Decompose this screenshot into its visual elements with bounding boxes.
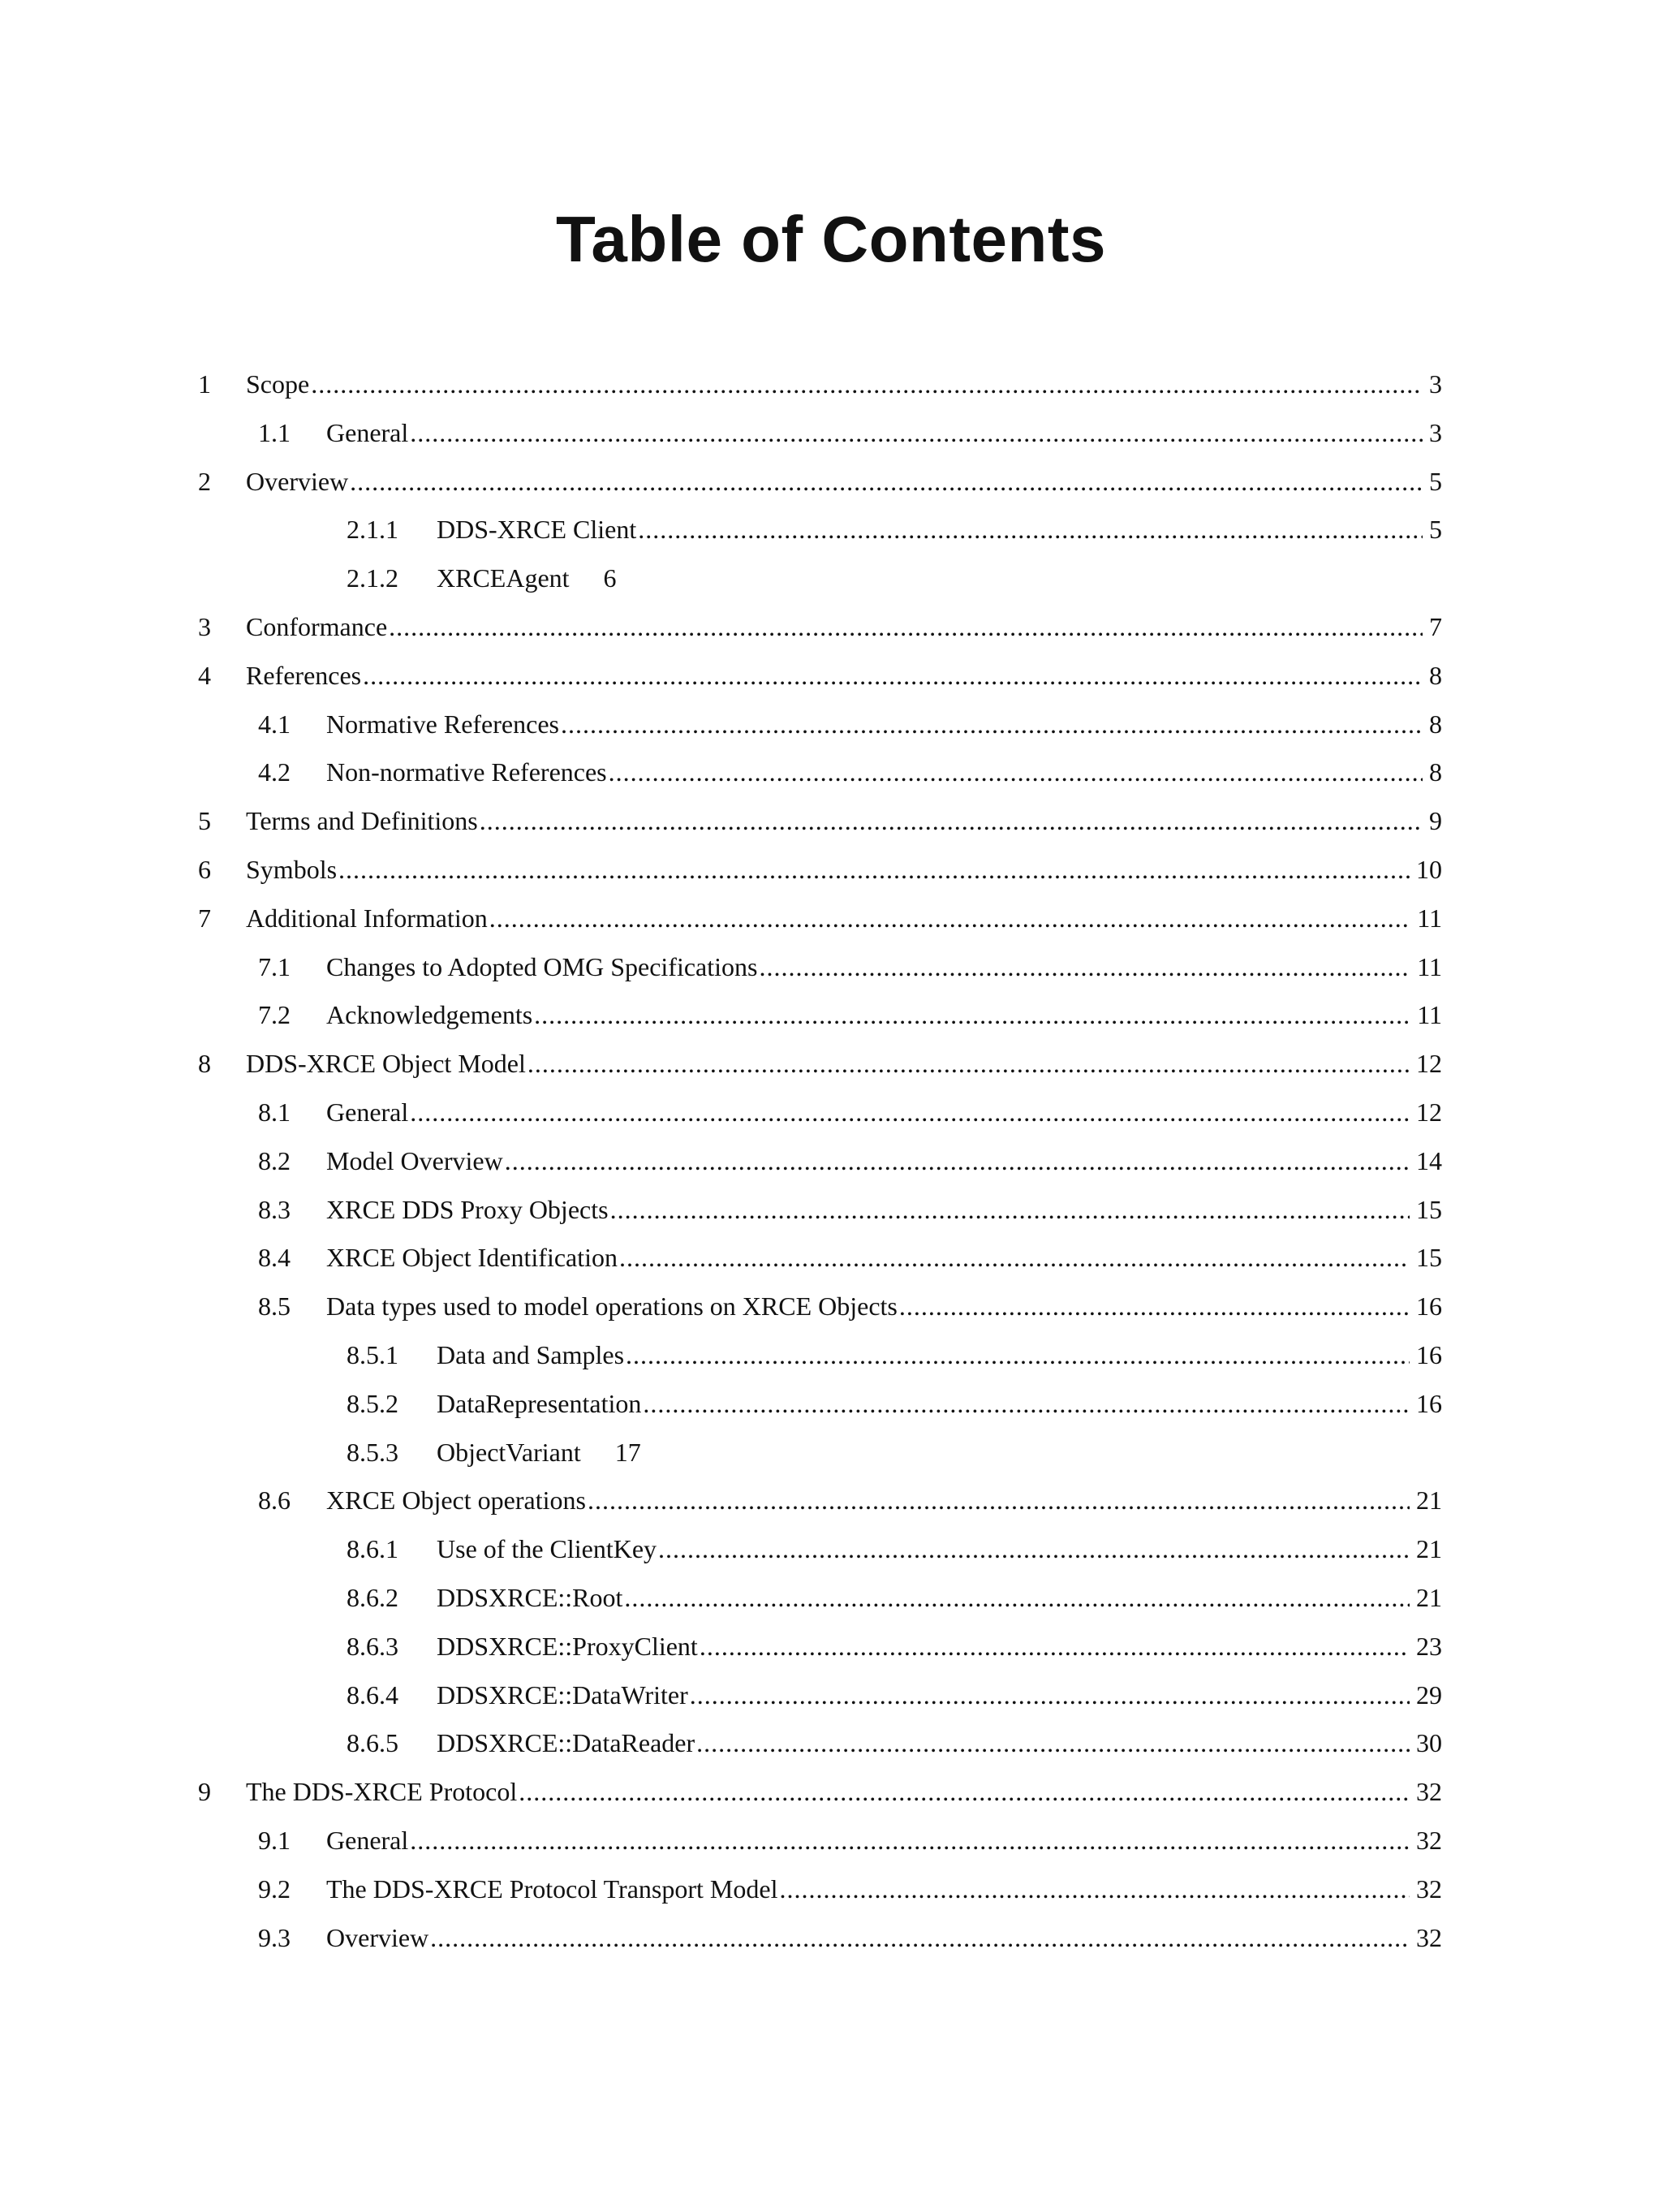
toc-entry-number: 8.4 [258, 1243, 291, 1273]
toc-entry-6[interactable] [0, 846, 1662, 895]
toc-entry-9-2[interactable] [0, 1865, 1662, 1914]
toc-entry-number: 8.6 [258, 1485, 291, 1516]
toc-entry-title: DDS-XRCE Client [437, 515, 637, 545]
toc-entry-page: 3 [1429, 417, 1442, 447]
toc-entry-title: The DDS-XRCE Protocol Transport Model [326, 1874, 778, 1904]
dot-leader [696, 1719, 1410, 1768]
page-title: Table of Contents [555, 203, 1107, 275]
toc-entry-page: 3 [1429, 369, 1442, 399]
toc-entry-title: XRCE Object operations [326, 1485, 586, 1516]
toc-entry-4-1[interactable] [0, 701, 1662, 749]
toc-entry-page: 17 [614, 1437, 641, 1467]
table-of-contents [0, 360, 1662, 1962]
dot-leader [690, 1671, 1410, 1720]
toc-entry-number: 2 [198, 466, 211, 496]
toc-entry-title: Scope [246, 369, 310, 399]
toc-entry-number: 4 [198, 660, 211, 690]
toc-entry-8-5-3[interactable] [0, 1429, 1662, 1477]
toc-entry-8[interactable] [0, 1040, 1662, 1089]
toc-entry-number: 4.2 [258, 757, 291, 787]
toc-entry-page: 8 [1429, 757, 1442, 787]
toc-entry-title: Overview [246, 466, 349, 496]
toc-entry-8-6[interactable] [0, 1477, 1662, 1525]
dot-leader [626, 1331, 1410, 1380]
toc-entry-number: 9.2 [258, 1874, 291, 1904]
toc-entry-page: 11 [1417, 1000, 1442, 1030]
dot-leader [519, 1768, 1410, 1817]
toc-entry-page: 5 [1429, 515, 1442, 545]
toc-entry-title: References [246, 660, 362, 690]
toc-entry-title: Data types used to model operations on XRCE Objects [326, 1291, 898, 1322]
dot-leader [410, 1817, 1410, 1865]
dot-leader [638, 506, 1423, 554]
toc-entry-page: 12 [1416, 1049, 1442, 1079]
toc-entry-title: DDSXRCE::Root [437, 1582, 623, 1612]
toc-entry-title: Terms and Definitions [246, 806, 478, 836]
toc-entry-2-1-1[interactable] [0, 506, 1662, 554]
toc-entry-page: 16 [1416, 1388, 1442, 1418]
toc-entry-8-6-2[interactable] [0, 1574, 1662, 1623]
toc-entry-page: 32 [1416, 1922, 1442, 1952]
dot-leader [779, 1865, 1410, 1914]
toc-entry-8-4[interactable] [0, 1234, 1662, 1283]
toc-entry-8-5-2[interactable] [0, 1380, 1662, 1429]
toc-entry-number: 8 [198, 1049, 211, 1079]
dot-leader [588, 1477, 1410, 1525]
toc-entry-number: 6 [198, 854, 211, 884]
toc-entry-title: General [326, 1825, 409, 1855]
toc-entry-7-1[interactable] [0, 943, 1662, 992]
toc-entry-7-2[interactable] [0, 991, 1662, 1040]
toc-entry-1[interactable] [0, 360, 1662, 409]
toc-entry-page: 21 [1416, 1582, 1442, 1612]
toc-entry-3[interactable] [0, 603, 1662, 652]
toc-entry-number: 8.5.3 [347, 1437, 398, 1467]
toc-entry-page: 32 [1416, 1777, 1442, 1807]
toc-entry-number: 9.1 [258, 1825, 291, 1855]
toc-entry-title: XRCE Object Identification [326, 1243, 618, 1273]
toc-entry-title: Overview [326, 1922, 429, 1952]
toc-entry-page: 16 [1416, 1339, 1442, 1369]
toc-entry-number: 8.5.1 [347, 1339, 398, 1369]
toc-entry-page: 30 [1416, 1728, 1442, 1758]
toc-entry-number: 8.5.2 [347, 1388, 398, 1418]
toc-entry-9-3[interactable] [0, 1914, 1662, 1963]
toc-entry-1-1[interactable] [0, 409, 1662, 458]
toc-entry-page: 15 [1416, 1194, 1442, 1224]
toc-entry-number: 8.6.5 [347, 1728, 398, 1758]
toc-entry-title: DDSXRCE::DataReader [437, 1728, 695, 1758]
dot-leader [505, 1137, 1410, 1186]
toc-entry-title: Symbols [246, 854, 338, 884]
toc-entry-page: 21 [1416, 1485, 1442, 1516]
toc-entry-number: 5 [198, 806, 211, 836]
toc-entry-page: 6 [603, 563, 617, 593]
toc-entry-page: 23 [1416, 1631, 1442, 1661]
toc-entry-8-5[interactable] [0, 1283, 1662, 1331]
dot-leader [527, 1040, 1410, 1089]
toc-entry-number: 8.5 [258, 1291, 291, 1322]
toc-entry-number: 8.6.2 [347, 1582, 398, 1612]
toc-entry-number: 8.3 [258, 1194, 291, 1224]
dot-leader [609, 748, 1423, 797]
toc-entry-number: 4.1 [258, 709, 291, 739]
toc-entry-2-1-2[interactable] [0, 554, 1662, 603]
toc-entry-number: 8.1 [258, 1097, 291, 1127]
toc-entry-page: 32 [1416, 1825, 1442, 1855]
toc-entry-page: 11 [1417, 951, 1442, 981]
toc-entry-title: Conformance [246, 611, 388, 641]
toc-entry-number: 8.6.3 [347, 1631, 398, 1661]
toc-entry-8-6-5[interactable] [0, 1719, 1662, 1768]
toc-entry-page: 8 [1429, 660, 1442, 690]
dot-leader [389, 603, 1423, 652]
toc-entry-page: 11 [1417, 903, 1442, 933]
toc-entry-2[interactable] [0, 458, 1662, 507]
dot-leader [430, 1914, 1410, 1963]
toc-entry-title: DDS-XRCE Object Model [246, 1049, 526, 1079]
dot-leader [410, 1089, 1410, 1137]
toc-entry-title: Acknowledgements [326, 1000, 533, 1030]
dot-leader [759, 943, 1410, 992]
dot-leader [489, 895, 1410, 943]
toc-entry-number: 2.1.1 [347, 515, 398, 545]
toc-entry-title: DataRepresentation [437, 1388, 642, 1418]
dot-leader [624, 1574, 1410, 1623]
toc-entry-title: General [326, 417, 409, 447]
toc-entry-page: 29 [1416, 1679, 1442, 1710]
toc-entry-8-6-4[interactable] [0, 1671, 1662, 1720]
toc-entry-title: Use of the ClientKey [437, 1534, 657, 1564]
toc-entry-4[interactable] [0, 652, 1662, 701]
toc-entry-title: DDSXRCE::ProxyClient [437, 1631, 698, 1661]
dot-leader [350, 458, 1423, 507]
toc-entry-page: 15 [1416, 1243, 1442, 1273]
toc-entry-8-6-1[interactable] [0, 1525, 1662, 1574]
toc-entry-title: General [326, 1097, 409, 1127]
toc-entry-page: 8 [1429, 709, 1442, 739]
toc-entry-number: 7 [198, 903, 211, 933]
toc-entry-8-6-3[interactable] [0, 1623, 1662, 1671]
dot-leader [899, 1283, 1410, 1331]
toc-entry-5[interactable] [0, 797, 1662, 846]
toc-entry-number: 8.6.1 [347, 1534, 398, 1564]
toc-entry-page: 10 [1416, 854, 1442, 884]
dot-leader [700, 1623, 1410, 1671]
toc-entry-number: 9 [198, 1777, 211, 1807]
dot-leader [610, 1186, 1410, 1235]
toc-entry-title: ObjectVariant [437, 1437, 581, 1467]
toc-entry-number: 9.3 [258, 1922, 291, 1952]
toc-entry-title: Data and Samples [437, 1339, 625, 1369]
dot-leader [643, 1380, 1410, 1429]
toc-entry-8-5-1[interactable] [0, 1331, 1662, 1380]
toc-entry-8-3[interactable] [0, 1186, 1662, 1235]
dot-leader [410, 409, 1423, 458]
toc-entry-title: Non-normative References [326, 757, 607, 787]
toc-entry-title: Normative References [326, 709, 559, 739]
toc-entry-8-2[interactable] [0, 1137, 1662, 1186]
dot-leader [363, 652, 1423, 701]
toc-entry-page: 16 [1416, 1291, 1442, 1322]
toc-entry-page: 9 [1429, 806, 1442, 836]
toc-entry-page: 5 [1429, 466, 1442, 496]
toc-entry-number: 7.1 [258, 951, 291, 981]
toc-entry-8-1[interactable] [0, 1089, 1662, 1137]
dot-leader [480, 797, 1423, 846]
toc-entry-number: 2.1.2 [347, 563, 398, 593]
dot-leader [658, 1525, 1410, 1574]
toc-entry-title: Additional Information [246, 903, 488, 933]
dot-leader [534, 991, 1410, 1040]
toc-entry-9-1[interactable] [0, 1817, 1662, 1865]
toc-entry-title: Model Overview [326, 1145, 503, 1175]
toc-entry-title: Changes to Adopted OMG Specifications [326, 951, 758, 981]
dot-leader [338, 846, 1410, 895]
dot-leader [311, 360, 1423, 409]
toc-entry-page: 32 [1416, 1874, 1442, 1904]
toc-entry-page: 21 [1416, 1534, 1442, 1564]
toc-entry-title: XRCEAgent [437, 563, 570, 593]
toc-entry-number: 7.2 [258, 1000, 291, 1030]
toc-entry-number: 3 [198, 611, 211, 641]
toc-entry-title: The DDS-XRCE Protocol [246, 1777, 518, 1807]
toc-entry-page: 12 [1416, 1097, 1442, 1127]
toc-entry-page: 14 [1416, 1145, 1442, 1175]
dot-leader [561, 701, 1423, 749]
toc-entry-page: 7 [1429, 611, 1442, 641]
toc-entry-number: 8.6.4 [347, 1679, 398, 1710]
toc-entry-9[interactable] [0, 1768, 1662, 1817]
toc-entry-number: 8.2 [258, 1145, 291, 1175]
toc-entry-4-2[interactable] [0, 748, 1662, 797]
toc-entry-7[interactable] [0, 895, 1662, 943]
dot-leader [619, 1234, 1410, 1283]
toc-entry-title: XRCE DDS Proxy Objects [326, 1194, 609, 1224]
toc-entry-number: 1.1 [258, 417, 291, 447]
toc-entry-title: DDSXRCE::DataWriter [437, 1679, 688, 1710]
toc-entry-number: 1 [198, 369, 211, 399]
